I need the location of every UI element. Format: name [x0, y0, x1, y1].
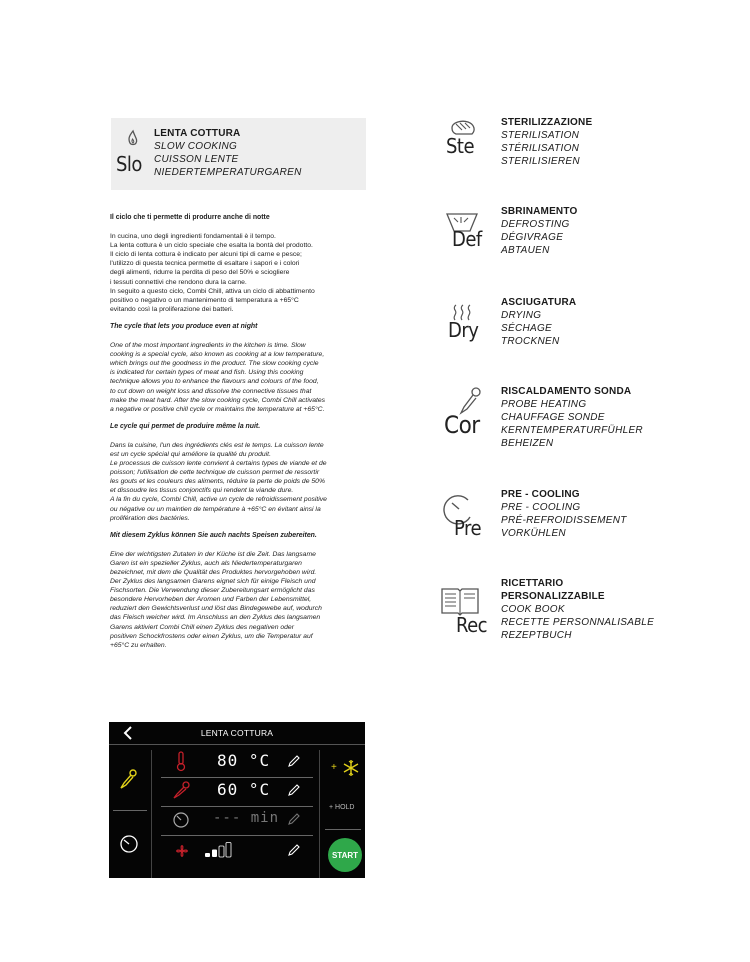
entry-probe-heating: [440, 385, 700, 465]
edit-pencil-icon[interactable]: [287, 812, 301, 826]
text-line: Garen ist ein spezieller Zyklus, auch als Niedertemperaturgaren: [110, 559, 302, 567]
entry-defrost: [440, 205, 700, 285]
entry-sterilization: [440, 116, 700, 196]
panel-title: LENTA COTTURA: [200, 728, 274, 738]
text-line: Dans la cuisine, l'un des ingrédients clés est le temps. La cuisson lente: [110, 441, 324, 449]
plus-label: +: [331, 762, 337, 773]
heading-de: Mit diesem Zyklus können Sie auch nachts Speisen zubereiten.: [110, 531, 317, 539]
entry-subtitle: DRYING: [501, 310, 542, 321]
text-line: make the meat hard. After the slow cooking cycle, Combi Chill activates: [110, 396, 326, 404]
entry-subtitle: BEHEIZEN: [501, 438, 554, 449]
entry-subtitle: TROCKNEN: [501, 336, 560, 347]
entry-subtitle: STERILISATION: [501, 130, 580, 141]
header-divider: [109, 744, 365, 745]
text-line: positiven Schockfrostens oder einen Zyklus, um die Temperatur auf: [110, 632, 313, 640]
entry-drying: [440, 296, 700, 376]
start-button[interactable]: START: [328, 838, 362, 872]
text-line: Eine der wichtigsten Zutaten in der Küche ist die Zeit. Das langsame: [110, 550, 316, 558]
entry-subtitle: VORKÜHLEN: [501, 528, 566, 539]
entry-subtitle: REZEPTBUCH: [501, 630, 572, 641]
entry-titles: [501, 116, 592, 168]
text-line: et dissoudre les tissus conjonctifs qui rendent la viande dure.: [110, 487, 294, 495]
fan-speed-bar: [205, 853, 210, 857]
entry-titles: [501, 577, 654, 642]
badge-code: Cor: [444, 411, 480, 439]
entry-title: RISCALDAMENTO SONDA: [501, 386, 632, 397]
entry-subtitle: SÉCHAGE: [501, 323, 553, 334]
text-line: i tessuti connettivi che rendono dura la carne.: [110, 278, 247, 286]
core-temperature-value[interactable]: 60 °C: [217, 780, 271, 799]
entry-subtitle: CHAUFFAGE SONDE: [501, 412, 605, 423]
heading-it: Il ciclo che ti permette di produrre anche di notte: [110, 214, 270, 221]
text-line: technique allows you to enhance the flavours and colours of the food,: [110, 378, 319, 386]
text-line: In cucina, uno degli ingredienti fondamentali è il tempo.: [110, 233, 276, 241]
text-line: l'utilizzo di questa tecnica permette di esaltare i sapori e i colori: [110, 260, 300, 268]
text-line: est un cycle spécial qui améliore la qualité du produit.: [110, 450, 271, 458]
text-line: +65°C zu erhalten.: [110, 641, 167, 649]
row-divider: [161, 835, 313, 836]
text-line: Der Zyklus des langsamen Garens eignet sich für einige Fleisch und: [110, 578, 316, 586]
thermometer-icon: [175, 750, 187, 772]
entry-subtitle: RECETTE PERSONNALISABLE: [501, 617, 655, 628]
text-line: to cut down on weight loss and dissolve the connective tissues that: [110, 387, 312, 395]
entry-title: STERILIZZAZIONE: [501, 117, 593, 128]
text-line: degli alimenti, ridurre la perdita di peso del 50% e sciogliere: [110, 269, 290, 277]
right-column-divider: [319, 750, 320, 878]
badge-code: Dry: [448, 318, 479, 342]
text-line: Garens aktiviert Combi Chill einen Zyklus des negativen oder: [110, 623, 294, 631]
slow-cooking-header-card: [111, 118, 366, 190]
entry-subtitle: PROBE HEATING: [501, 399, 587, 410]
entry-subtitle: PRE - COOLING: [501, 502, 581, 513]
entry-subtitle: KERNTEMPERATURFÜHLER: [501, 425, 643, 436]
entry-subtitle: STÉRILISATION: [501, 143, 580, 154]
text-line: reduziert den Gewichtsverlust und löst das Bindegewebe auf, wodurch: [110, 605, 322, 613]
paragraph-fr: [110, 441, 368, 523]
text-line: A la fin du cycle, Combi Chill, active un cycle de refroidissement positive: [110, 496, 327, 504]
fan-speed-bar: [212, 850, 217, 858]
control-panel-screen: [109, 722, 365, 878]
timer-icon: [172, 811, 190, 829]
pre-cooling-badge: [440, 488, 494, 544]
header-subtitle-de: NIEDERTEMPERATURGAREN: [154, 167, 302, 178]
slow-cooking-badge: [115, 126, 157, 176]
text-line: poisson; l'utilisation de cette technique de cuisson permet de ressortir: [110, 469, 320, 477]
text-line: Le processus de cuisson lente convient à certains types de viande et de: [110, 460, 327, 468]
text-line: les gouts et les couleurs des aliments, réduire la perte de poids de 50%: [110, 478, 325, 486]
entry-title-line2: PERSONALIZZABILE: [501, 591, 605, 602]
header-title: LENTA COTTURA: [154, 128, 241, 139]
left-column-divider: [151, 750, 152, 878]
fan-speed-bars: [203, 842, 243, 858]
paragraph-de: [110, 550, 368, 650]
paragraph-en: [110, 341, 368, 414]
entry-title: PRE - COOLING: [501, 489, 580, 500]
text-line: La lenta cottura è un ciclo speciale che esalta la bontà del prodotto.: [110, 242, 313, 250]
badge-code: Rec: [456, 613, 488, 637]
flame-icon: [121, 128, 145, 152]
header-titles: [154, 127, 302, 179]
badge-code: Pre: [454, 516, 482, 540]
text-line: Il ciclo di lenta cottura è indicato per alcuni tipi di carne e pesce;: [110, 251, 302, 259]
paragraph-it: [110, 232, 368, 314]
edit-pencil-icon[interactable]: [287, 754, 301, 768]
entry-titles: [501, 296, 576, 348]
entry-titles: [501, 205, 577, 257]
entry-subtitle: COOK BOOK: [501, 604, 565, 615]
body-text: [110, 213, 368, 658]
text-line: cooking is a special cycle, also known as cooking at a low temperature,: [110, 351, 325, 359]
entry-subtitle: DEFROSTING: [501, 219, 570, 230]
entry-subtitle: PRÉ-REFROIDISSEMENT: [501, 515, 627, 526]
sterilization-badge: [440, 116, 494, 172]
badge-code: Ste: [446, 134, 475, 158]
text-line: prolifération des bactéries.: [110, 514, 190, 522]
edit-pencil-icon[interactable]: [287, 783, 301, 797]
timer-icon[interactable]: [119, 834, 139, 854]
heading-en: The cycle that lets you produce even at night: [110, 322, 258, 330]
entry-titles: [501, 385, 643, 450]
left-divider: [113, 810, 147, 811]
time-value[interactable]: --- min: [213, 810, 280, 826]
probe-heating-badge: [440, 385, 494, 441]
text-line: evitando così la proliferazione dei batteri.: [110, 305, 234, 313]
text-line: is indicated for certain types of meat and fish. Using this cooking: [110, 369, 304, 377]
entry-pre-cooling: [440, 488, 700, 568]
entry-title: SBRINAMENTO: [501, 206, 578, 217]
header-subtitle-en: SLOW COOKING: [154, 141, 238, 152]
cook-book-badge: [440, 577, 494, 637]
snowflake-icon[interactable]: [342, 759, 360, 777]
cabinet-temperature-value[interactable]: 80 °C: [217, 751, 271, 770]
drying-badge: [440, 296, 494, 352]
text-line: ou négative ou un maintien de température à +65°C en évitant ainsi la: [110, 505, 321, 513]
panel-header: [109, 722, 365, 744]
edit-pencil-icon[interactable]: [287, 843, 301, 857]
entry-titles: [501, 488, 627, 540]
entry-title: RICETTARIO: [501, 578, 564, 589]
heading-fr: Le cycle qui permet de produire même la nuit.: [110, 422, 261, 430]
defrost-badge: [440, 205, 494, 261]
badge-code: Slo: [116, 152, 142, 176]
fan-speed-bar: [226, 843, 231, 858]
entry-title: ASCIUGATURA: [501, 297, 577, 308]
text-line: which brings out the goodness in the product. The slow cooking cycle: [110, 360, 319, 368]
text-line: Fischsorten. Die Verwendung dieser Zubereitungsart ermöglicht das: [110, 587, 315, 595]
entry-subtitle: ABTAUEN: [501, 245, 550, 256]
entry-subtitle: DÉGIVRAGE: [501, 232, 564, 243]
fan-speed-indicator[interactable]: [203, 842, 243, 858]
badge-code: Def: [452, 227, 482, 251]
row-divider: [161, 806, 313, 807]
right-divider: [325, 829, 361, 830]
text-line: das Fleisch weicher wird. Im Anschluss an den Zyklus des langsamen: [110, 614, 321, 622]
text-line: a negative or positive chill cycle or maintains the temperature at +65°C.: [110, 405, 325, 413]
hold-button[interactable]: + HOLD: [329, 804, 355, 811]
row-divider: [161, 777, 313, 778]
fan-icon: [173, 842, 191, 860]
core-probe-icon: [171, 780, 191, 800]
text-line: besondere Hervorheben der Aromen und Farben der Lebensmittel,: [110, 596, 312, 604]
fan-speed-bar: [219, 846, 224, 857]
text-line: positivo o negativo o un mantenimento di temperatura a +65°C: [110, 296, 299, 304]
text-line: In seguito a questo ciclo, Combi Chill, attiva un ciclo di abbattimento: [110, 287, 315, 295]
text-line: bezeichnet, mit dem die Qualität des Produktes hervorgehoben wird.: [110, 569, 317, 576]
header-subtitle-fr: CUISSON LENTE: [154, 154, 239, 165]
entry-cook-book: [440, 577, 700, 657]
text-line: One of the most important ingredients in the kitchen is time. Slow: [110, 342, 306, 350]
probe-icon[interactable]: [117, 768, 139, 790]
entry-subtitle: STERILISIEREN: [501, 156, 580, 167]
